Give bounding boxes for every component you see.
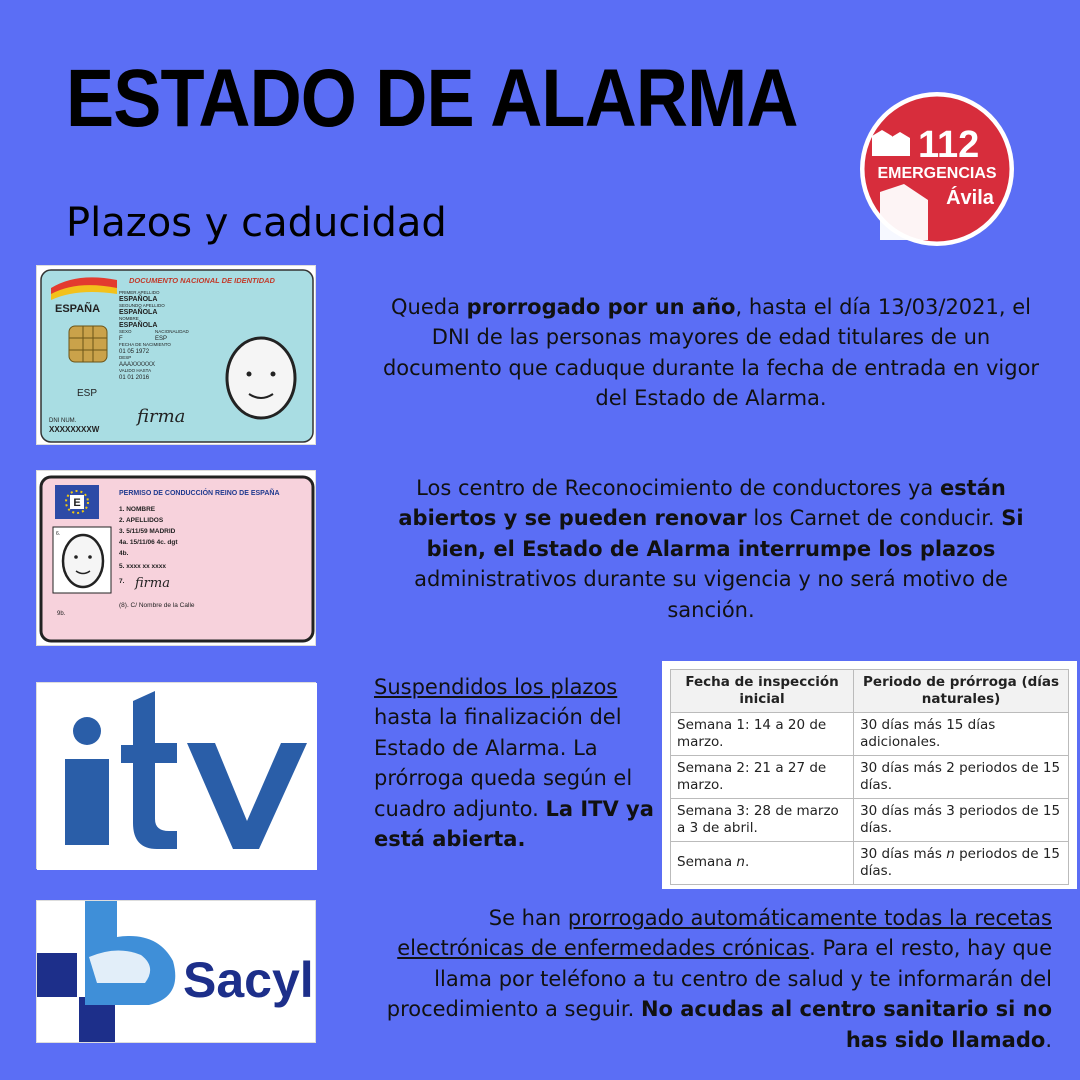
permiso-header: PERMISO DE CONDUCCIÓN REINO DE ESPAÑA <box>119 490 280 497</box>
svg-text:DESP: DESP <box>119 355 132 360</box>
svg-text:(8). C/ Nombre de la Calle: (8). C/ Nombre de la Calle <box>119 602 195 609</box>
svg-text:4a. 15/11/06 4c. dgt: 4a. 15/11/06 4c. dgt <box>119 539 178 546</box>
svg-text:SEXO: SEXO <box>119 329 132 334</box>
table-row <box>671 755 1069 798</box>
svg-text:2. APELLIDOS: 2. APELLIDOS <box>119 517 164 524</box>
logo-line1: EMERGENCIAS <box>877 165 997 182</box>
svg-text:AAAXXXXXX: AAAXXXXXX <box>119 362 156 368</box>
svg-text:PRIMER APELLIDO: PRIMER APELLIDO <box>119 290 160 295</box>
permiso-eu-letter: E <box>73 497 81 509</box>
page-title: ESTADO DE ALARMA <box>66 53 798 144</box>
svg-text:F: F <box>119 336 123 342</box>
svg-text:ESP: ESP <box>155 336 168 342</box>
svg-text:01 05 1972: 01 05 1972 <box>119 349 150 355</box>
table-cell: Semana 2: 21 a 27 de marzo. <box>671 755 854 798</box>
sacyl-text: Sacyl <box>183 952 314 1008</box>
table-header: Periodo de prórroga (días naturales) <box>854 670 1069 713</box>
dni-num-label: DNI NUM. <box>49 418 77 424</box>
table-cell: 30 días más n periodos de 15 días. <box>854 841 1069 884</box>
table-row <box>671 712 1069 755</box>
svg-text:FECHA DE NACIMIENTO: FECHA DE NACIMIENTO <box>119 342 171 347</box>
svg-text:4b.: 4b. <box>119 550 129 557</box>
carnet-paragraph: Los centro de Reconocimiento de conductores ya están abiertos y se pueden renovar los Carnet de conducir. Si bien, el Estado de Alarma interrumpe los plazos administrativos durante su vigencia y no será motivo de sanción. <box>398 476 1024 622</box>
svg-text:1. NOMBRE: 1. NOMBRE <box>119 506 156 513</box>
dni-signature: firma <box>137 406 186 427</box>
permiso-signature: firma <box>135 576 170 591</box>
dni-card-image <box>36 265 316 445</box>
dni-header: DOCUMENTO NACIONAL DE IDENTIDAD <box>129 276 275 285</box>
dni-paragraph: Queda prorrogado por un año, hasta el día 13/03/2021, el DNI de las personas mayores de edad titulares de un documento que caduque durante la fecha de entrada en vigor del Estado de Alarma. <box>382 295 1040 411</box>
table-cell: 30 días más 15 días adicionales. <box>854 712 1069 755</box>
svg-text:9b.: 9b. <box>57 611 66 617</box>
emergencias-112-logo <box>860 92 1014 246</box>
logo-line2: Ávila <box>946 187 994 209</box>
itv-extension-table <box>662 661 1077 889</box>
table-header: Fecha de inspección inicial <box>671 670 854 713</box>
table-cell: Semana n. <box>671 841 854 884</box>
svg-text:5. xxxx xx xxxx: 5. xxxx xx xxxx <box>119 563 166 570</box>
itv-paragraph: Suspendidos los plazos hasta la finalización del Estado de Alarma. La prórroga queda según el cuadro adjunto. La ITV ya está abierta. <box>374 675 654 852</box>
sacyl-logo <box>36 900 316 1043</box>
svg-text:6.: 6. <box>56 531 61 537</box>
table-cell: 30 días más 3 periodos de 15 días. <box>854 798 1069 841</box>
page-subtitle: Plazos y caducidad <box>66 200 447 246</box>
logo-number: 112 <box>918 124 980 166</box>
table-row <box>671 841 1069 884</box>
svg-text:NACIONALIDAD: NACIONALIDAD <box>155 329 189 334</box>
permiso-conduccion-image <box>36 470 316 646</box>
logo-graphic <box>860 92 1014 246</box>
svg-text:VALIDO HASTA: VALIDO HASTA <box>119 368 152 373</box>
table-header-row <box>671 670 1069 713</box>
dni-esp: ESP <box>77 388 98 399</box>
svg-text:NOMBRE: NOMBRE <box>119 316 139 321</box>
svg-text:01 01 2016: 01 01 2016 <box>119 375 150 381</box>
svg-text:3. 5/11/59 MADRID: 3. 5/11/59 MADRID <box>119 528 176 535</box>
svg-text:ESPAÑOLA: ESPAÑOLA <box>119 296 158 303</box>
svg-text:ESPAÑOLA: ESPAÑOLA <box>119 322 158 329</box>
svg-text:SEGUNDO APELLIDO: SEGUNDO APELLIDO <box>119 303 165 308</box>
table-row <box>671 798 1069 841</box>
dni-country: ESPAÑA <box>55 303 101 315</box>
recetas-paragraph: Se han prorrogado automáticamente todas la recetas electrónicas de enfermedades crónicas. Para el resto, hay que llama por teléfono a tu centro de salud y te informarán del procedimiento a seguir. No acudas al centro sanitario si no has sido llamado. <box>386 906 1052 1052</box>
dni-num: XXXXXXXXW <box>49 425 100 434</box>
itv-label: itv <box>37 683 39 684</box>
itv-logo <box>36 682 316 869</box>
svg-text:7.: 7. <box>119 578 125 585</box>
table-cell: Semana 1: 14 a 20 de marzo. <box>671 712 854 755</box>
table-cell: Semana 3: 28 de marzo a 3 de abril. <box>671 798 854 841</box>
svg-text:ESPAÑOLA: ESPAÑOLA <box>119 309 158 316</box>
table-cell: 30 días más 2 periodos de 15 días. <box>854 755 1069 798</box>
